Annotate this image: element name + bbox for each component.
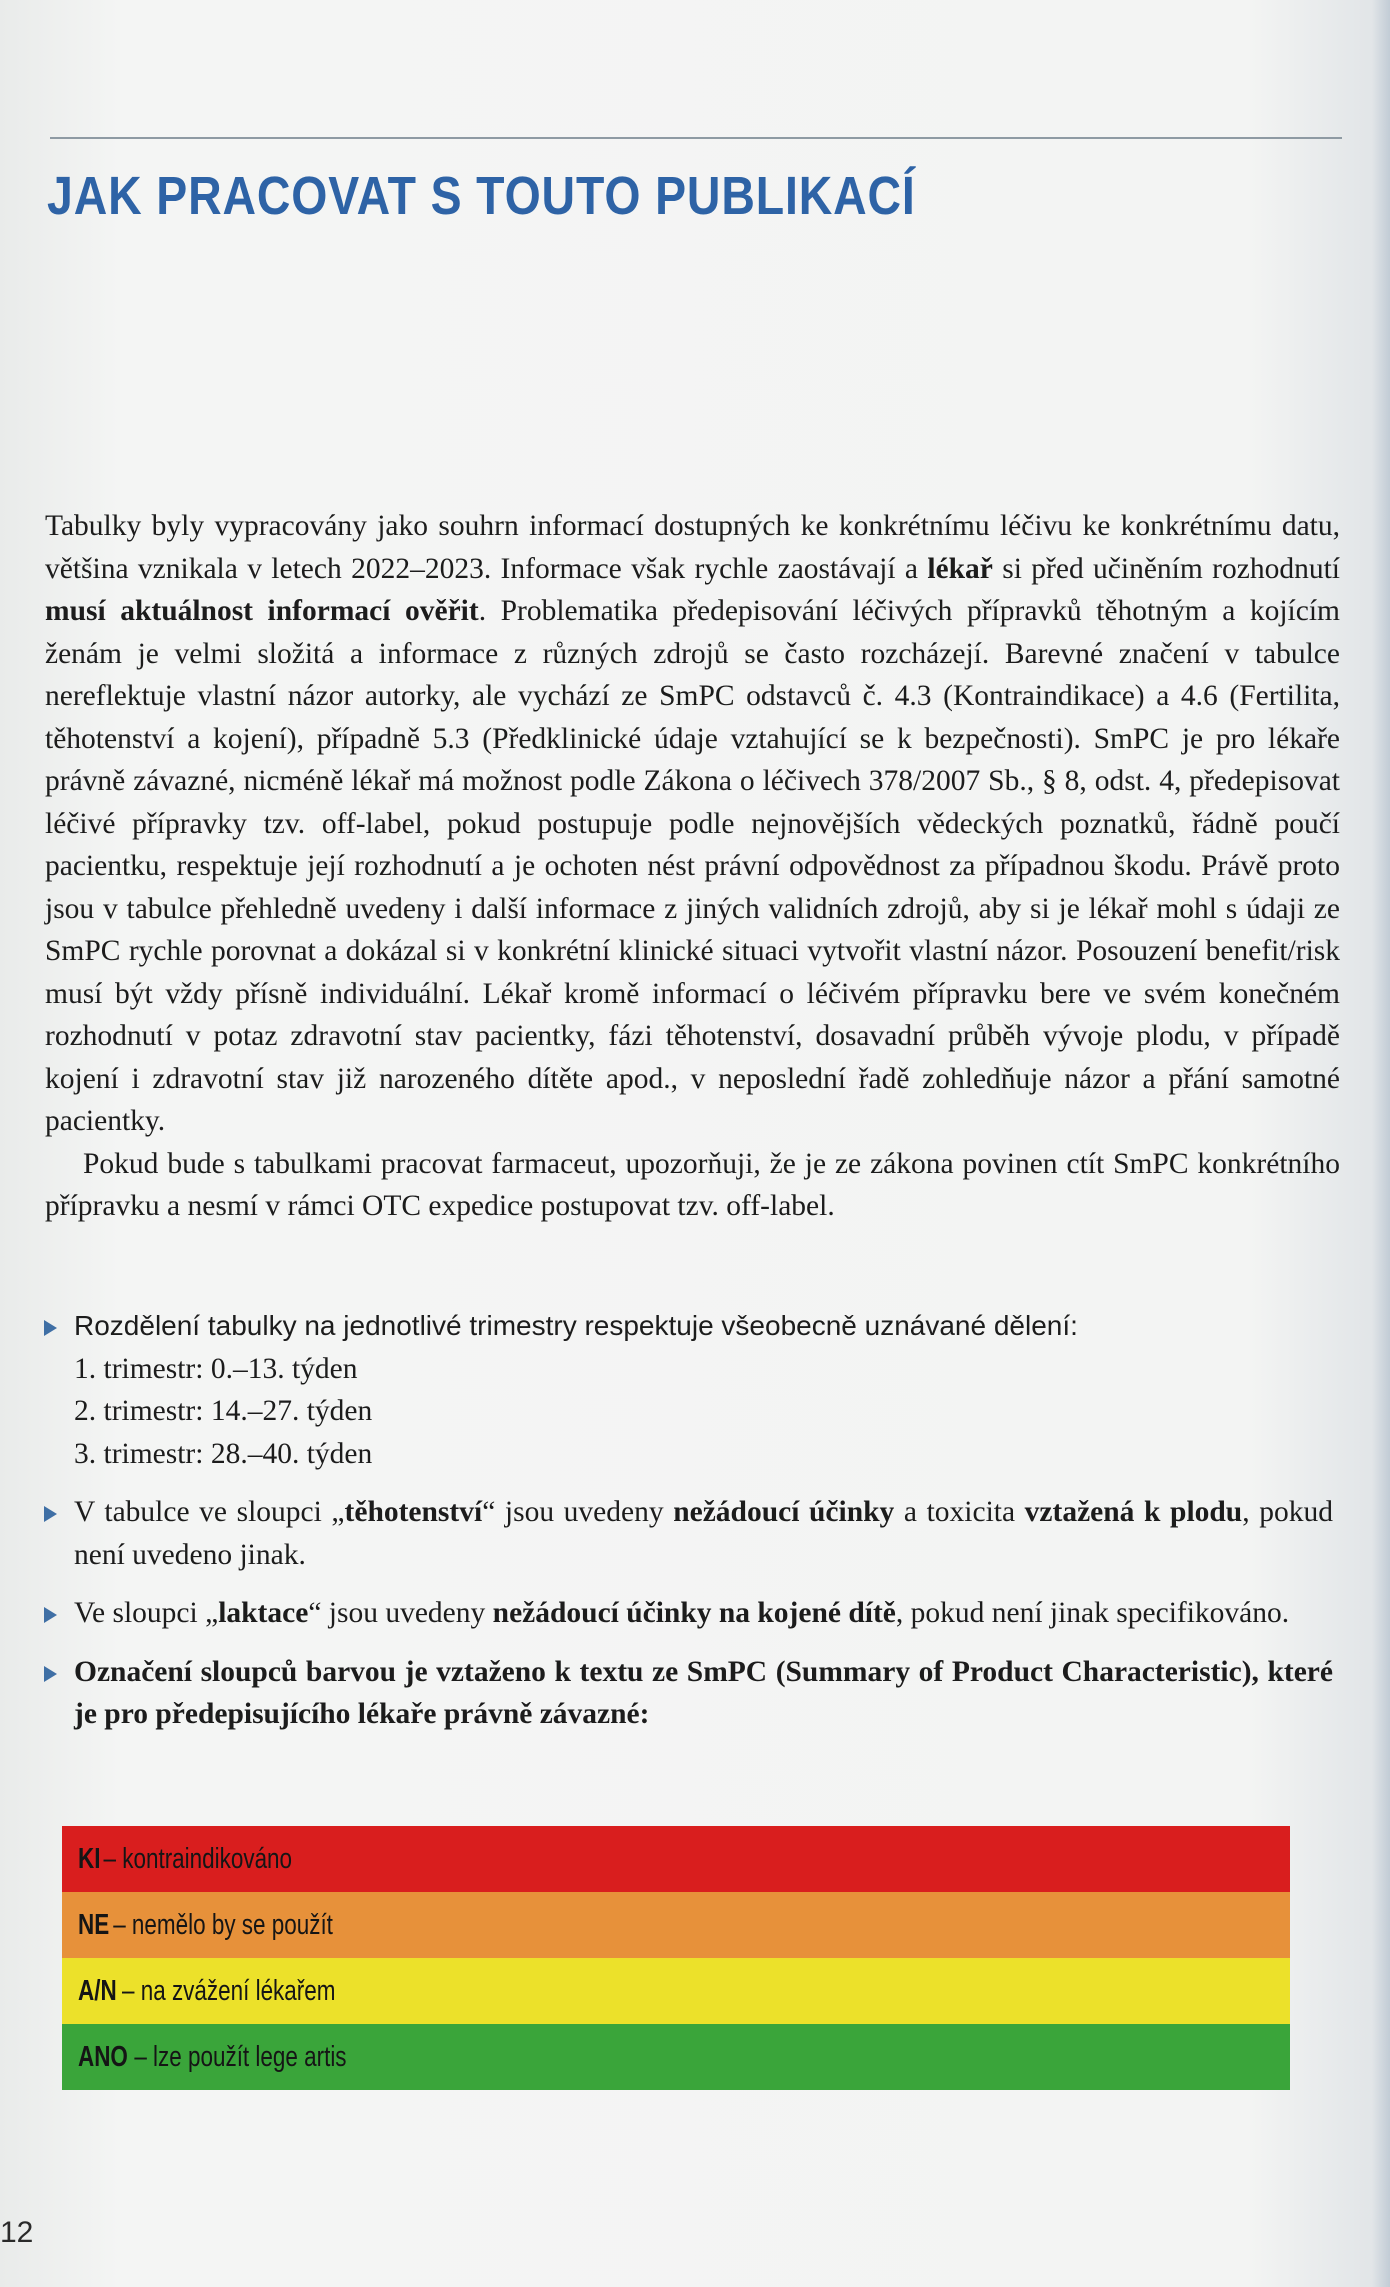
text-run: si před učiněním rozhodnutí xyxy=(992,552,1340,585)
text-run: Ve sloupci „ xyxy=(74,1597,219,1629)
text-run: V tabulce ve sloupci „ xyxy=(74,1496,345,1528)
text-run: “ jsou uvedeny xyxy=(482,1496,674,1528)
trimester-3: 3. trimestr: 28.–40. týden xyxy=(74,1437,373,1470)
text-run: “ jsou uvedeny xyxy=(308,1597,493,1629)
text-run: , pokud není uvedeno jinak. xyxy=(74,1496,1333,1571)
legend-row-an xyxy=(62,1958,1290,2024)
text-run: . Problematika předepisování léčivých přípravků těhotným a kojícím ženám je velmi složitá a informace z různých zdrojů se často rozcházejí. Barevné značení v tabulce nereflektuje vlastní názor autorky, ale vychází ze SmPC odstavců č. 4.3 (Kontraindikace) a 4.6 (Fertilita, těhotenství a kojení), případně 5.3 (Předklinické údaje vztahující se k bezpečnosti). SmPC je pro lékaře právně závazné, nicméně lékař má možnost podle Zákona o léčivech 378/2007 Sb., § 8, odst. 4, předepisovat léčivé přípravky tzv. off-label, pokud postupuje podle nejnovějších vědeckých poznatků, řádně poučí pacientku, respektuje její rozhodnutí a je ochoten nést právní odpovědnost za případnou škodu. Právě proto jsou v tabulce přehledně uvedeny i další informace z jiných validních zdrojů, aby si je lékař mohl s údaji ze SmPC rychle porovnat a dokázal si v konkrétní klinické situaci vytvořit vlastní názor. Posouzení benefit/risk musí být vždy přísně individuální. Lékař kromě informací o léčivém přípravku bere ve svém konečném rozhodnutí v potaz zdravotní stav pacientky, fázi těhotenství, dosavadní průběh vývoje plodu, v případě kojení i zdravotní stav již narozeného dítěte apod., v neposlední řadě zohledňuje názor a přání samotné pacientky. xyxy=(45,595,1340,1137)
text-run: , pokud není jinak specifikováno. xyxy=(895,1597,1290,1629)
triangle-bullet-icon xyxy=(44,1607,57,1623)
legend-desc: – lze použít lege artis xyxy=(134,2041,347,2073)
legend-row-ki xyxy=(62,1826,1290,1892)
triangle-bullet-icon xyxy=(44,1506,57,1522)
bold-run: nežádoucí účinky xyxy=(673,1496,895,1528)
bold-run: vztažená k plodu xyxy=(1024,1496,1243,1528)
legend-row-ne xyxy=(62,1892,1290,1958)
bullet-color-coding xyxy=(38,1651,1333,1736)
bullet-lactation xyxy=(38,1592,1333,1635)
bold-run: těhotenství xyxy=(344,1496,483,1528)
legend-row-ano xyxy=(62,2024,1290,2090)
paragraph-1 xyxy=(45,505,1340,1143)
intro-text xyxy=(45,505,1340,1228)
bullet-pregnancy xyxy=(38,1491,1333,1576)
paragraph-2: Pokud bude s tabulkami pracovat farmaceut, upozorňuji, že je ze zákona povinen ctít SmPC konkrétního přípravku a nesmí v rámci OTC expedice postupovat tzv. off-label. xyxy=(45,1147,1340,1222)
bullet-trimesters xyxy=(38,1305,1333,1475)
color-legend xyxy=(62,1826,1290,2090)
header-rule xyxy=(50,137,1342,139)
bullet-list xyxy=(38,1305,1333,1736)
triangle-bullet-icon xyxy=(44,1666,57,1682)
legend-desc: – na zvážení lékařem xyxy=(121,1975,336,2007)
page-number: 12 xyxy=(0,2216,34,2249)
triangle-bullet-icon xyxy=(44,1320,57,1336)
bold-run: musí aktuálnost informací ověřit xyxy=(45,595,479,627)
legend-code: KI xyxy=(78,1843,101,1875)
bold-run: nežádoucí účinky na kojené dítě xyxy=(492,1597,896,1629)
page-edge-shadow xyxy=(1372,0,1390,2287)
legend-code: NE xyxy=(78,1909,110,1941)
page-title: JAK PRACOVAT S TOUTO PUBLIKACÍ xyxy=(47,166,916,226)
legend-desc: – nemělo by se použít xyxy=(113,1909,334,1941)
text-run: Tabulky byly vypracovány jako souhrn informací dostupných ke konkrétnímu léčivu ke konkrétnímu datu, většina vznikala v letech 2022–2023. Informace však rychle zaostávají a xyxy=(45,510,1340,585)
bullet-text: Označení sloupců barvou je vztaženo k textu ze SmPC (Summary of Product Characteristic), které je pro předepisujícího lékaře právně závazné: xyxy=(74,1655,1333,1730)
text-run: a toxicita xyxy=(894,1496,1025,1528)
trimester-2: 2. trimestr: 14.–27. týden xyxy=(74,1395,373,1427)
legend-code: ANO xyxy=(78,2041,128,2073)
bold-run: lékař xyxy=(927,552,993,585)
legend-desc: – kontraindikováno xyxy=(103,1843,293,1875)
legend-code: A/N xyxy=(78,1975,117,2007)
trimester-1: 1. trimestr: 0.–13. týden xyxy=(74,1352,358,1385)
bold-run: laktace xyxy=(218,1597,309,1629)
bullet-text: Rozdělení tabulky na jednotlivé trimestry respektuje všeobecně uznávané dělení: xyxy=(74,1310,1078,1341)
